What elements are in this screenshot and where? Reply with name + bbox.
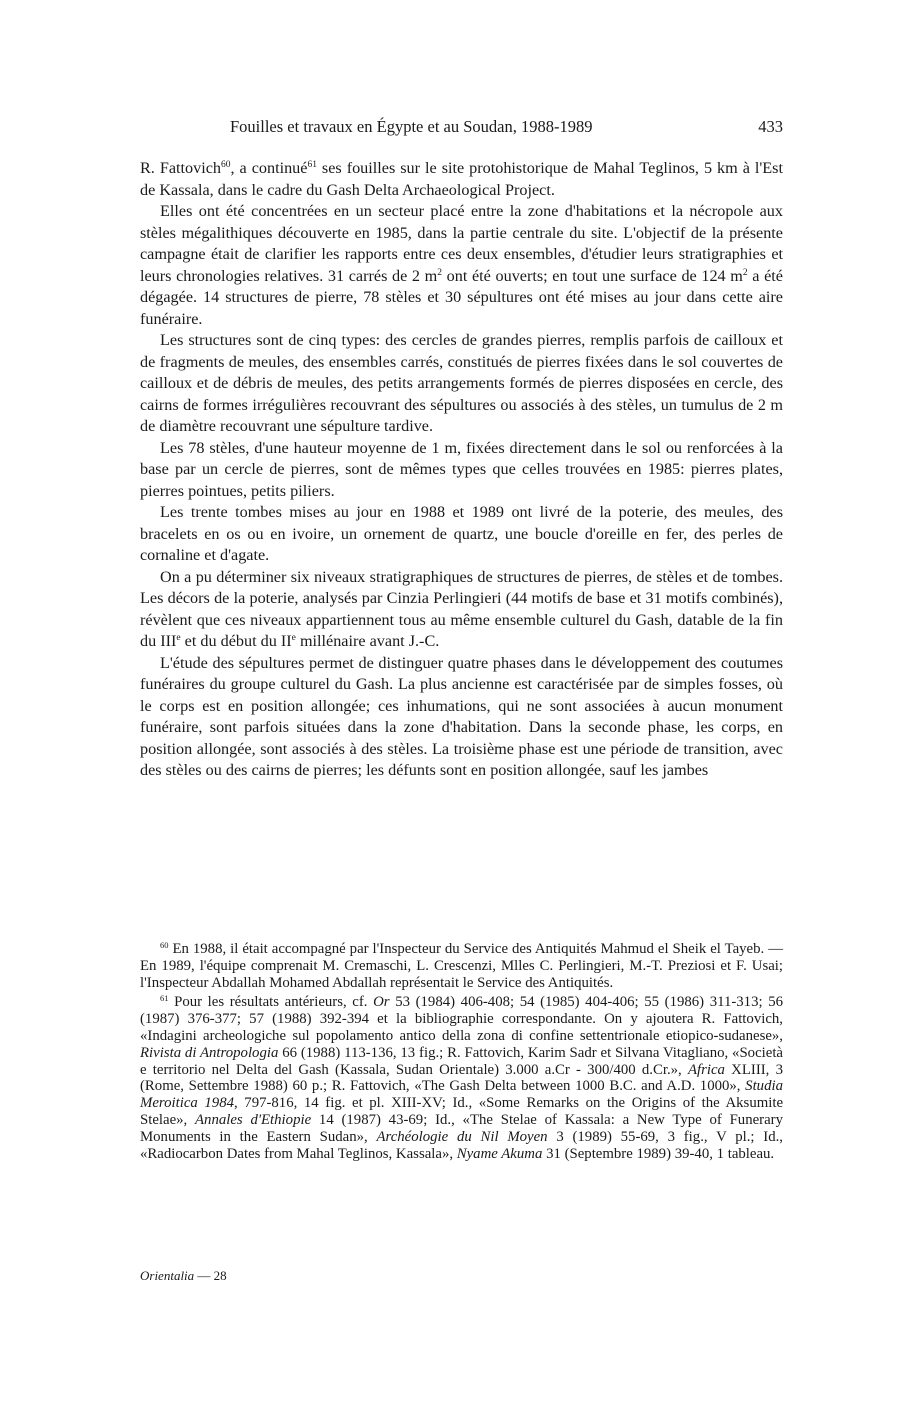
paragraph-3: Les structures sont de cinq types: des cercles de grandes pierres, remplis parfois de cailloux et de fragments de meules, des ensembles carrés, constitués de pierres fixées dans le sol couvertes de cailloux et de débris de meules, des petits arrangements formés de pierres disposées en cercle, des cairns de formes irrégulières recouvrant des sépultures ou associés à des stèles, un tumulus de 2 m de diamètre recouvrant une sépulture tardive.: [140, 331, 783, 435]
footnote-text: En 1988, il était accompagné par l'Inspecteur du Service des Antiquités Mahmud el Sheik el Tayeb. — En 1989, l'équipe comprenait M. Cremaschi, L. Crescenzi, Mlles C. Perlingieri, M.-T. Preziosi et F. Usai; l'Inspecteur Abdallah Mohamed Abdallah représentait le Service des Antiquités.: [140, 941, 783, 991]
text-run: Pour les résultats antérieurs, cf.: [168, 994, 374, 1011]
running-title: Fouilles et travaux en Égypte et au Soudan, 1988-1989: [230, 117, 593, 136]
superscript: 2: [742, 267, 748, 278]
footnote-marker: 60: [160, 940, 169, 950]
journal-title: Or: [373, 994, 390, 1011]
text-run: 53 (1984) 406-408; 54 (1985) 404-406; 55 (1986) 311-313; 56 (1987) 376-377; 57 (1988) 392-394 et la bibliographie correspondante. On y ajoutera R. Fattovich, «Indagini archeologiche sul popolamento antico della zona di confine settentrionale etiopico-sudanese»,: [140, 994, 783, 1044]
text-run: XLIII, 3 (Rome, Settembre 1988) 60 p.; R. Fattovich, «The Gash Delta between 1000 B.C. and A.D. 1000»,: [140, 1061, 783, 1095]
footnote-ref-61: 61: [307, 160, 317, 170]
text-run: millénaire avant J.-C.: [295, 632, 440, 650]
text-run: On a pu déterminer six niveaux stratigraphiques de structures de pierres, de stèles et de tombes. Les décors de la poterie, analysés par Cinzia Perlingieri (44 motifs de base et 31 motifs combinés), révèlent que ces niveaux appartiennent tous au même ensemble culturel du Gash, datable de la fin du III: [140, 567, 783, 650]
text-run: , 797-816, 14 fig. et pl. XIII-XV; Id., «Some Remarks on the Origins of the Aksumite Stelae»,: [140, 1095, 784, 1128]
footer-separator: —: [194, 1268, 214, 1283]
paragraph-5: Les trente tombes mises au jour en 1988 et 1989 ont livré de la poterie, des meules, des bracelets en os ou en ivoire, un ornement de quartz, une boucle d'oreille en fer, des perles de cornaline et d'agate.: [140, 503, 783, 564]
running-header: [140, 117, 783, 141]
superscript: 2: [437, 267, 443, 278]
main-text: [140, 158, 783, 782]
text-run: 3 (1989) 55-69, 3 fig., V pl.; Id., «Radiocarbon Dates from Mahal Teglinos, Kassala»,: [140, 1128, 784, 1162]
journal-title: Archéologie du Nil Moyen: [376, 1128, 548, 1145]
paragraph-6: [140, 567, 783, 653]
footnote-marker: 61: [160, 993, 169, 1004]
journal-name: Orientalia: [140, 1268, 195, 1283]
journal-title: Nyame Akuma: [456, 1145, 543, 1162]
text-run: 31 (Septembre 1989) 39-40, 1 tableau.: [542, 1145, 775, 1162]
journal-title: Annales d'Ethiopie: [195, 1111, 312, 1128]
text-run: 14 (1987) 43-69; Id., «The Stelae of Kassala: a New Type of Funerary Monuments in the Eastern Sudan»,: [140, 1111, 783, 1145]
text-run: 66 (1988) 113-136, 13 fig.; R. Fattovich, Karim Sadr et Silvana Vitagliano, «Società e territorio nel Delta del Gash (Kassala, Sudan Orientale) 3.000 a.Cr - 300/400 d.Cr.»,: [140, 1044, 784, 1078]
footnotes: [140, 941, 783, 1162]
text-run: ses fouilles sur le site protohistorique de Mahal Teglinos, 5 km à l'Est de Kassala, dans le cadre du Gash Delta Archaeological Project.: [140, 159, 783, 199]
paragraph-1: [140, 158, 783, 201]
journal-title: Rivista di Antropologia: [140, 1044, 279, 1061]
text-run: ont été ouverts; en tout une surface de 124 m: [442, 266, 743, 285]
text-run: R. Fattovich: [140, 159, 221, 177]
page-footer: [140, 1268, 227, 1284]
footnote-ref-60: 60: [220, 160, 231, 170]
text-run: et du début du II: [180, 632, 292, 650]
text-run: , a continué: [230, 159, 308, 177]
footnote-60: [140, 941, 783, 991]
journal-title: Studia Meroitica 1984: [140, 1078, 783, 1112]
superscript: e: [291, 633, 296, 643]
page-number: 433: [758, 117, 783, 136]
paragraph-4: Les 78 stèles, d'une hauteur moyenne de 1 m, fixées directement dans le sol ou renforcées à la base par un cercle de pierres, sont de mêmes types que celles trouvées en 1985: pierres plates, pierres pointues, petits piliers.: [140, 438, 783, 500]
footnote-61: [140, 994, 783, 1162]
signature-number: 28: [213, 1268, 227, 1283]
paragraph-2: [140, 201, 783, 330]
superscript: e: [176, 633, 181, 643]
paragraph-7: L'étude des sépultures permet de distinguer quatre phases dans le développement des coutumes funéraires du groupe culturel du Gash. La plus ancienne est caractérisée par de simples fosses, où le corps est en position allongée; ces inhumations, qui ne sont associées à aucun monument funéraire, sont parfois situées dans la zone d'habitation. Dans la seconde phase, les corps, en position allongée, sont associés à des stèles. La troisième phase est une période de transition, avec des stèles ou des cairns de pierres; les défunts sont en position allongée, sauf les jambes: [140, 653, 783, 779]
journal-title: Africa: [687, 1061, 725, 1078]
text-run: Elles ont été concentrées en un secteur placé entre la zone d'habitations et la nécropole aux stèles mégalithiques découverte en 1985, dans la partie centrale du site. L'objectif de la présente campagne était de clarifier les rapports entre ces deux ensembles, d'étudier leurs stratigraphies et leurs chronologies relatives. 31 carrés de 2 m: [140, 202, 783, 285]
text-run: a été dégagée. 14 structures de pierre, 78 stèles et 30 sépultures ont été mises au jour dans cette aire funéraire.: [140, 266, 783, 328]
